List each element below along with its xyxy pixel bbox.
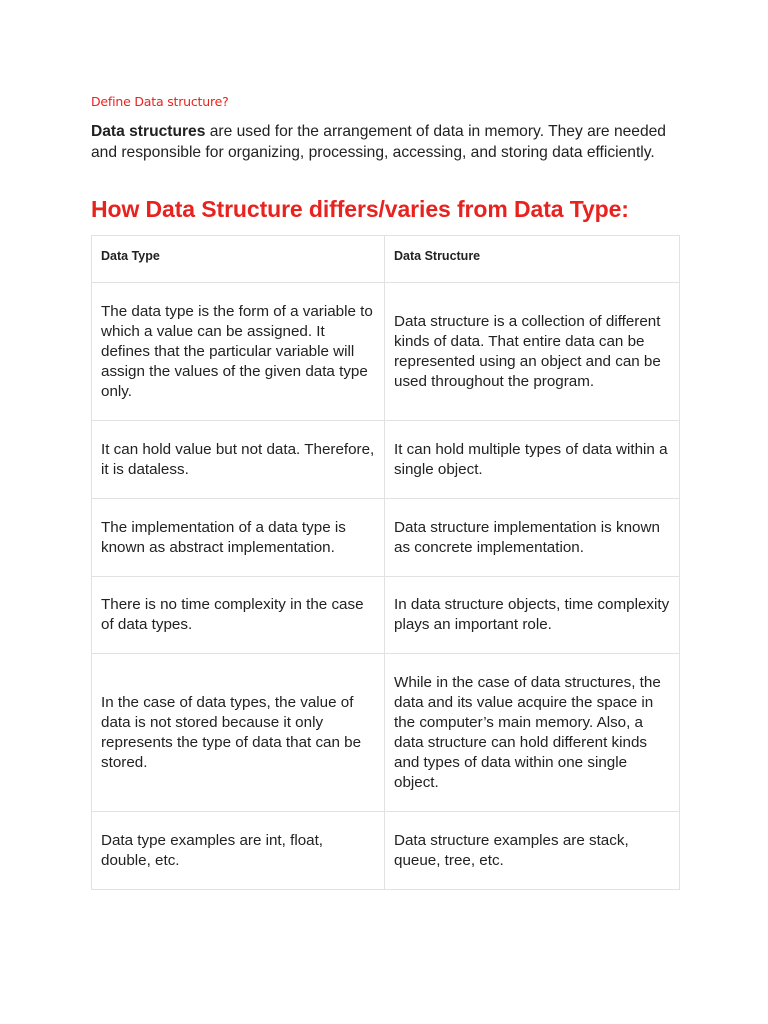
table-header-row bbox=[92, 236, 680, 283]
cell-data-type: The implementation of a data type is known as abstract implementation. bbox=[92, 499, 385, 577]
cell-data-structure: It can hold multiple types of data within a single object. bbox=[385, 421, 680, 499]
table-row bbox=[92, 499, 680, 577]
header-data-structure: Data Structure bbox=[385, 236, 680, 283]
table-row bbox=[92, 812, 680, 890]
intro-paragraph bbox=[91, 121, 691, 163]
table-row bbox=[92, 283, 680, 421]
table-row bbox=[92, 421, 680, 499]
cell-data-type: It can hold value but not data. Therefore, it is dataless. bbox=[92, 421, 385, 499]
table-row bbox=[92, 577, 680, 654]
header-data-type: Data Type bbox=[92, 236, 385, 283]
cell-data-structure: Data structure implementation is known as concrete implementation. bbox=[385, 499, 680, 577]
cell-data-structure: Data structure examples are stack, queue, tree, etc. bbox=[385, 812, 680, 890]
cell-data-type: Data type examples are int, float, double, etc. bbox=[92, 812, 385, 890]
section-heading: How Data Structure differs/varies from Data Type: bbox=[91, 196, 629, 222]
question-title: Define Data structure? bbox=[91, 94, 229, 109]
comparison-table bbox=[91, 235, 680, 890]
intro-term: Data structures bbox=[91, 123, 206, 140]
cell-data-type: There is no time complexity in the case of data types. bbox=[92, 577, 385, 654]
cell-data-structure: Data structure is a collection of different kinds of data. That entire data can be represented using an object and can be used throughout the program. bbox=[385, 283, 680, 421]
cell-data-type: The data type is the form of a variable to which a value can be assigned. It defines that the particular variable will assign the values of the given data type only. bbox=[92, 283, 385, 421]
cell-data-structure: In data structure objects, time complexity plays an important role. bbox=[385, 577, 680, 654]
intro-text: are used for the arrangement of data in memory. They are needed and responsible for organizing, processing, accessing, and storing data efficiently. bbox=[91, 123, 666, 161]
table-row bbox=[92, 654, 680, 812]
cell-data-type: In the case of data types, the value of data is not stored because it only represents the type of data that can be stored. bbox=[92, 654, 385, 812]
cell-data-structure: While in the case of data structures, the data and its value acquire the space in the computer’s main memory. Also, a data structure can hold different kinds and types of data within one single object. bbox=[385, 654, 680, 812]
